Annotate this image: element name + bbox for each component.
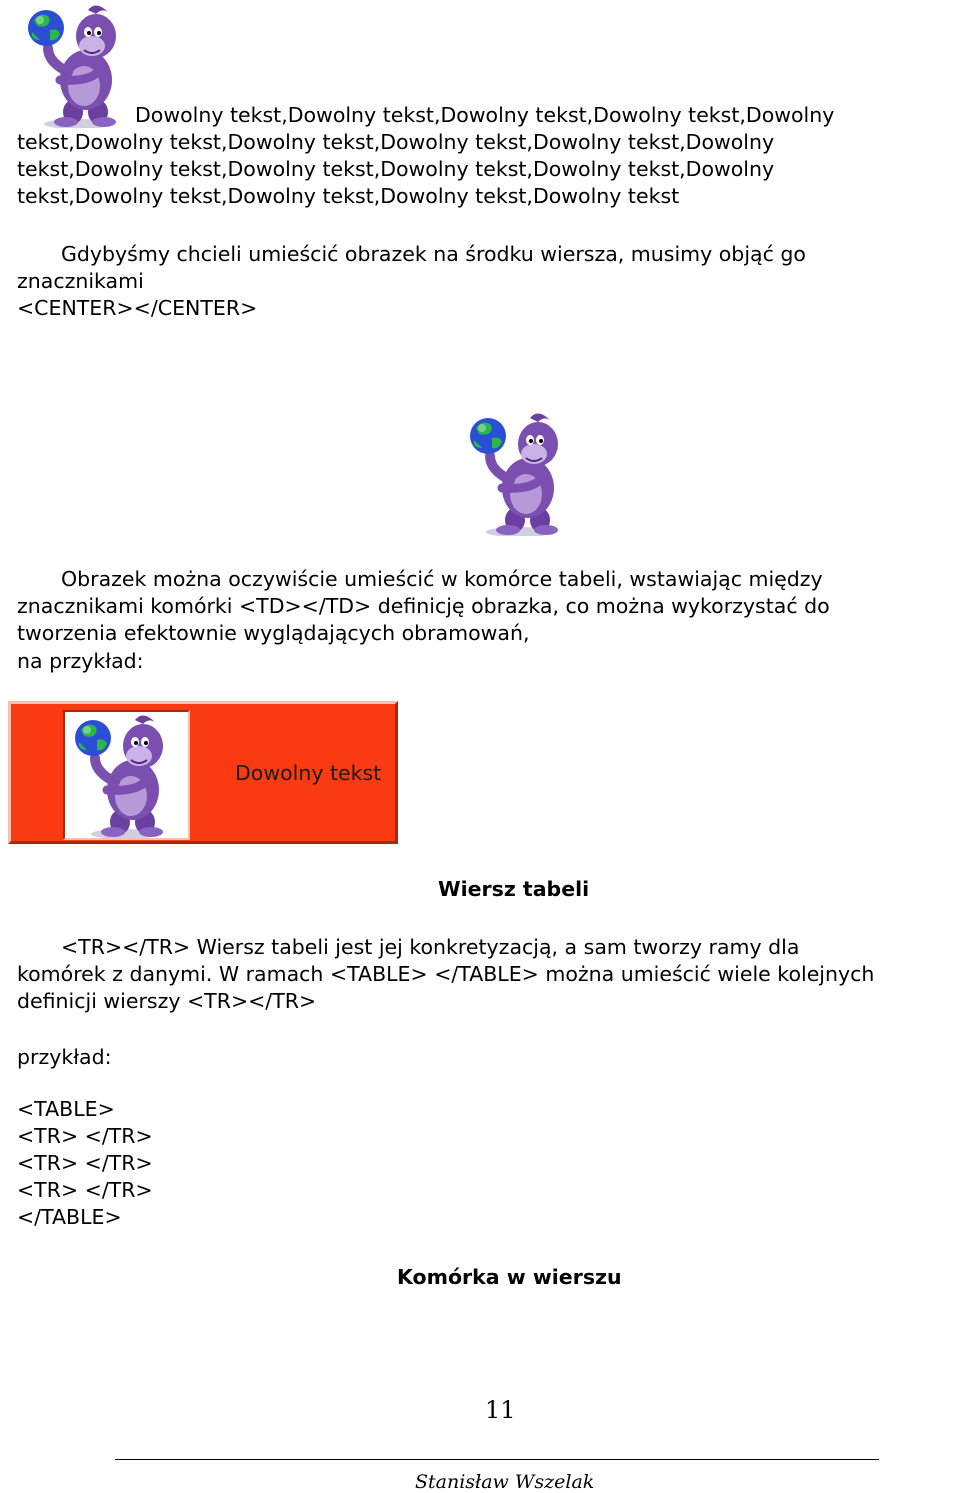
row-para-line-3: definicji wierszy <TR></TR> [17, 989, 317, 1013]
author: Stanisław Wszelak [415, 1471, 595, 1493]
code-line-2: <TR> </TR> [17, 1124, 153, 1148]
page-number: 11 [485, 1396, 516, 1424]
row-para-line-2: komórek z danymi. W ramach <TABLE> </TABLE> można umieścić wiele kolejnych [17, 962, 875, 986]
row-para-line-1: <TR></TR> Wiersz tabeli jest jej konkretyzacją, a sam tworzy ramy dla [61, 935, 800, 959]
footer-rule [115, 1459, 879, 1460]
table-para-line-2: znacznikami komórki <TD></TD> definicję obrazka, co można wykorzystać do [17, 594, 830, 618]
code-line-5: </TABLE> [17, 1205, 122, 1229]
code-line-4: <TR> </TR> [17, 1178, 153, 1202]
example-table [8, 701, 398, 844]
intro-line-3: tekst,Dowolny tekst,Dowolny tekst,Dowolny tekst,Dowolny tekst,Dowolny [17, 157, 775, 181]
section-heading-row: Wiersz tabeli [438, 877, 590, 901]
table-para-line-3: tworzenia efektownie wyglądających obramowań, [17, 621, 530, 645]
gorilla-with-globe-icon [18, 2, 140, 128]
gorilla-with-globe-icon [460, 410, 582, 536]
center-para-line-2: znacznikami [17, 269, 144, 293]
table-image-cell [63, 710, 190, 840]
center-para-line-1: Gdybyśmy chcieli umieścić obrazek na środku wiersza, musimy objąć go [61, 242, 806, 266]
table-para-line-4: na przykład: [17, 649, 144, 673]
gorilla-with-globe-icon [65, 712, 187, 838]
example-label: przykład: [17, 1045, 112, 1069]
intro-line-4: tekst,Dowolny tekst,Dowolny tekst,Dowolny tekst,Dowolny tekst [17, 184, 680, 208]
code-line-1: <TABLE> [17, 1097, 115, 1121]
section-heading-cell: Komórka w wierszu [397, 1265, 622, 1289]
table-para-line-1: Obrazek można oczywiście umieścić w komórce tabeli, wstawiając między [61, 567, 823, 591]
table-text-cell: Dowolny tekst [235, 761, 382, 785]
intro-line-2: tekst,Dowolny tekst,Dowolny tekst,Dowolny tekst,Dowolny tekst,Dowolny [17, 130, 775, 154]
intro-line-1: Dowolny tekst,Dowolny tekst,Dowolny tekst,Dowolny tekst,Dowolny [135, 103, 835, 127]
code-line-3: <TR> </TR> [17, 1151, 153, 1175]
center-para-line-3: <CENTER></CENTER> [17, 296, 258, 320]
